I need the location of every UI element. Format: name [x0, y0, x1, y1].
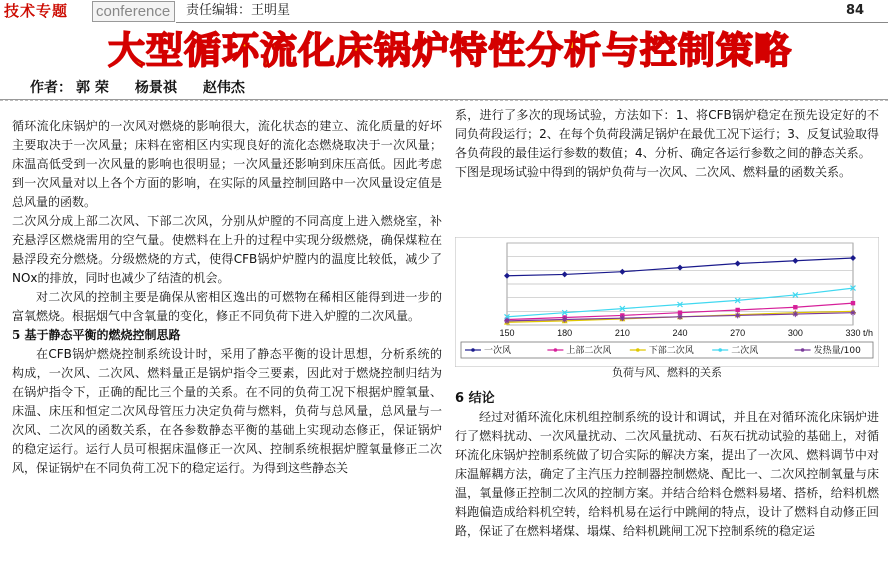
- body-paragraph: 二次风分成上部二次风、下部二次风，分别从炉膛的不同高度上进入燃烧室，补充悬浮区燃烧需用的空气量。使燃料在上升的过程中实现分级燃烧，确保煤粒在悬浮段充分燃烧。分级燃烧的方式，使得CFB锅炉炉膛内的温度比较低，减少了NOx的排放，同时也减少了结渣的机会。: [12, 214, 442, 285]
- legend-label: 二次风: [731, 346, 759, 356]
- x-tick-label: 240: [672, 328, 688, 338]
- page-number: 84: [846, 3, 865, 18]
- body-paragraph: 在CFB锅炉燃烧控制系统设计时，采用了静态平衡的设计思想，分析系统的构成，一次风、二次风、燃料量正是锅炉指令三要素，因此对于燃烧控制归结为在锅炉指令下，正确的配比三个量的关系。在不同的负荷工况下根据炉膛氧量、床温、床压和恒定二次风母管压力决定负荷与燃料，负荷与总风量，总风量与一次风、二次风的函数关系，在各参数静态平衡的基础上实现动态修正，保证锅炉的稳定运行。运行人员可根据床温修正一次风、控制系统根据炉膛氧量修正二次风，保证锅炉在不同负荷工况下的稳定运行。为得到这些静态关: [12, 347, 442, 475]
- data-point: [735, 308, 739, 312]
- article-title: 大型循环流化床锅炉特性分析与控制策略: [108, 29, 792, 72]
- section-heading: 5 基于静态平衡的燃烧控制思路: [12, 328, 181, 342]
- body-paragraph: 下图是现场试验中得到的锅炉负荷与一次风、二次风、燃料量的函数关系。: [455, 165, 852, 179]
- legend-marker: [636, 348, 640, 352]
- x-tick-label: 150: [499, 328, 515, 338]
- x-unit-label: t/h: [863, 328, 874, 338]
- legend-marker: [554, 348, 558, 352]
- legend-label: 一次风: [484, 346, 512, 356]
- data-point: [793, 305, 797, 309]
- body-paragraph: 系，进行了多次的现场试验，方法如下：1、将CFB锅炉稳定在预先设定好的不同负荷段运行；2、在每个负荷段满足锅炉在最优工况下运行；3、反复试验取得各负荷段的最佳运行参数的数值；4、分析、确定各运行参数之间的静态关系。: [455, 108, 879, 160]
- editor-credit: 责任编辑：王明星: [186, 3, 291, 18]
- chart-title: 负荷与风、燃料的关系: [612, 366, 722, 379]
- legend-label: 发热量/100: [813, 346, 861, 356]
- right-column-top: [455, 106, 879, 182]
- data-point: [851, 301, 855, 305]
- conference-label: conference: [92, 1, 175, 22]
- title-dashed-rule: [0, 100, 888, 101]
- author-name: 杨景祺: [134, 80, 177, 96]
- legend-label: 下部二次风: [648, 346, 694, 356]
- header-rule: [176, 22, 888, 23]
- legend-marker: [718, 348, 722, 352]
- body-paragraph: 经过对循环流化床机组控制系统的设计和调试，并且在对循环流化床锅炉进行了燃料扰动、一次风量扰动、二次风量扰动、石灰石扰动试验的基础上，对循环流化床锅炉控制系统做了切合实际的解决方案，提出了一次风、燃料调节中对床温解耦方法，确定了主汽压力控制器控制燃烧、配比一、二次风控制氧量与床温，氧量修正控制二次风的控制方案。并结合给料仓燃料易堵、搭桥，给料机燃料跑偏造成给料机空转，给料机易在运行中跳闸的特点，设计了燃料自动修正回路，保证了在燃料堵煤、塌煤、给料机跳闸工况下控制系统的稳定运: [455, 410, 879, 538]
- load-air-fuel-chart: [455, 237, 879, 367]
- column-tag: 技术专题: [0, 1, 96, 22]
- author-line: [30, 78, 271, 98]
- body-paragraph: 循环流化床锅炉的一次风对燃烧的影响很大，流化状态的建立、流化质量的好坏主要取决于一次风量；床料在密相区内实现良好的流化态燃烧取决于一次风量；床温高低受到一次风量的影响也很明显；一次风量还影响到床压高低。因此考虑到一次风量对以上各个方面的影响，在实际的风量控制回路中一次风量设定值是总风量的函数。: [12, 119, 442, 209]
- legend-marker: [471, 348, 475, 352]
- legend-label: 上部二次风: [566, 346, 612, 356]
- author-name: 赵伟杰: [202, 80, 245, 96]
- x-tick-label: 300: [787, 328, 803, 338]
- section-heading: 6 结论: [455, 391, 495, 406]
- body-paragraph: 对二次风的控制主要是确保从密相区逸出的可燃物在稀相区能得到进一步的富氧燃烧。根据烟气中含氧量的变化，修正不同负荷下进入炉膛的二次风量。: [12, 290, 442, 323]
- conclusion-section: [455, 381, 879, 541]
- x-tick-label: 210: [614, 328, 630, 338]
- left-column: [12, 117, 442, 478]
- legend-marker: [801, 348, 805, 352]
- x-tick-label: 330: [845, 328, 861, 338]
- authors-label: 作者：: [30, 80, 72, 96]
- author-name: 郭 荣: [76, 80, 109, 96]
- x-tick-label: 270: [730, 328, 746, 338]
- x-tick-label: 180: [557, 328, 573, 338]
